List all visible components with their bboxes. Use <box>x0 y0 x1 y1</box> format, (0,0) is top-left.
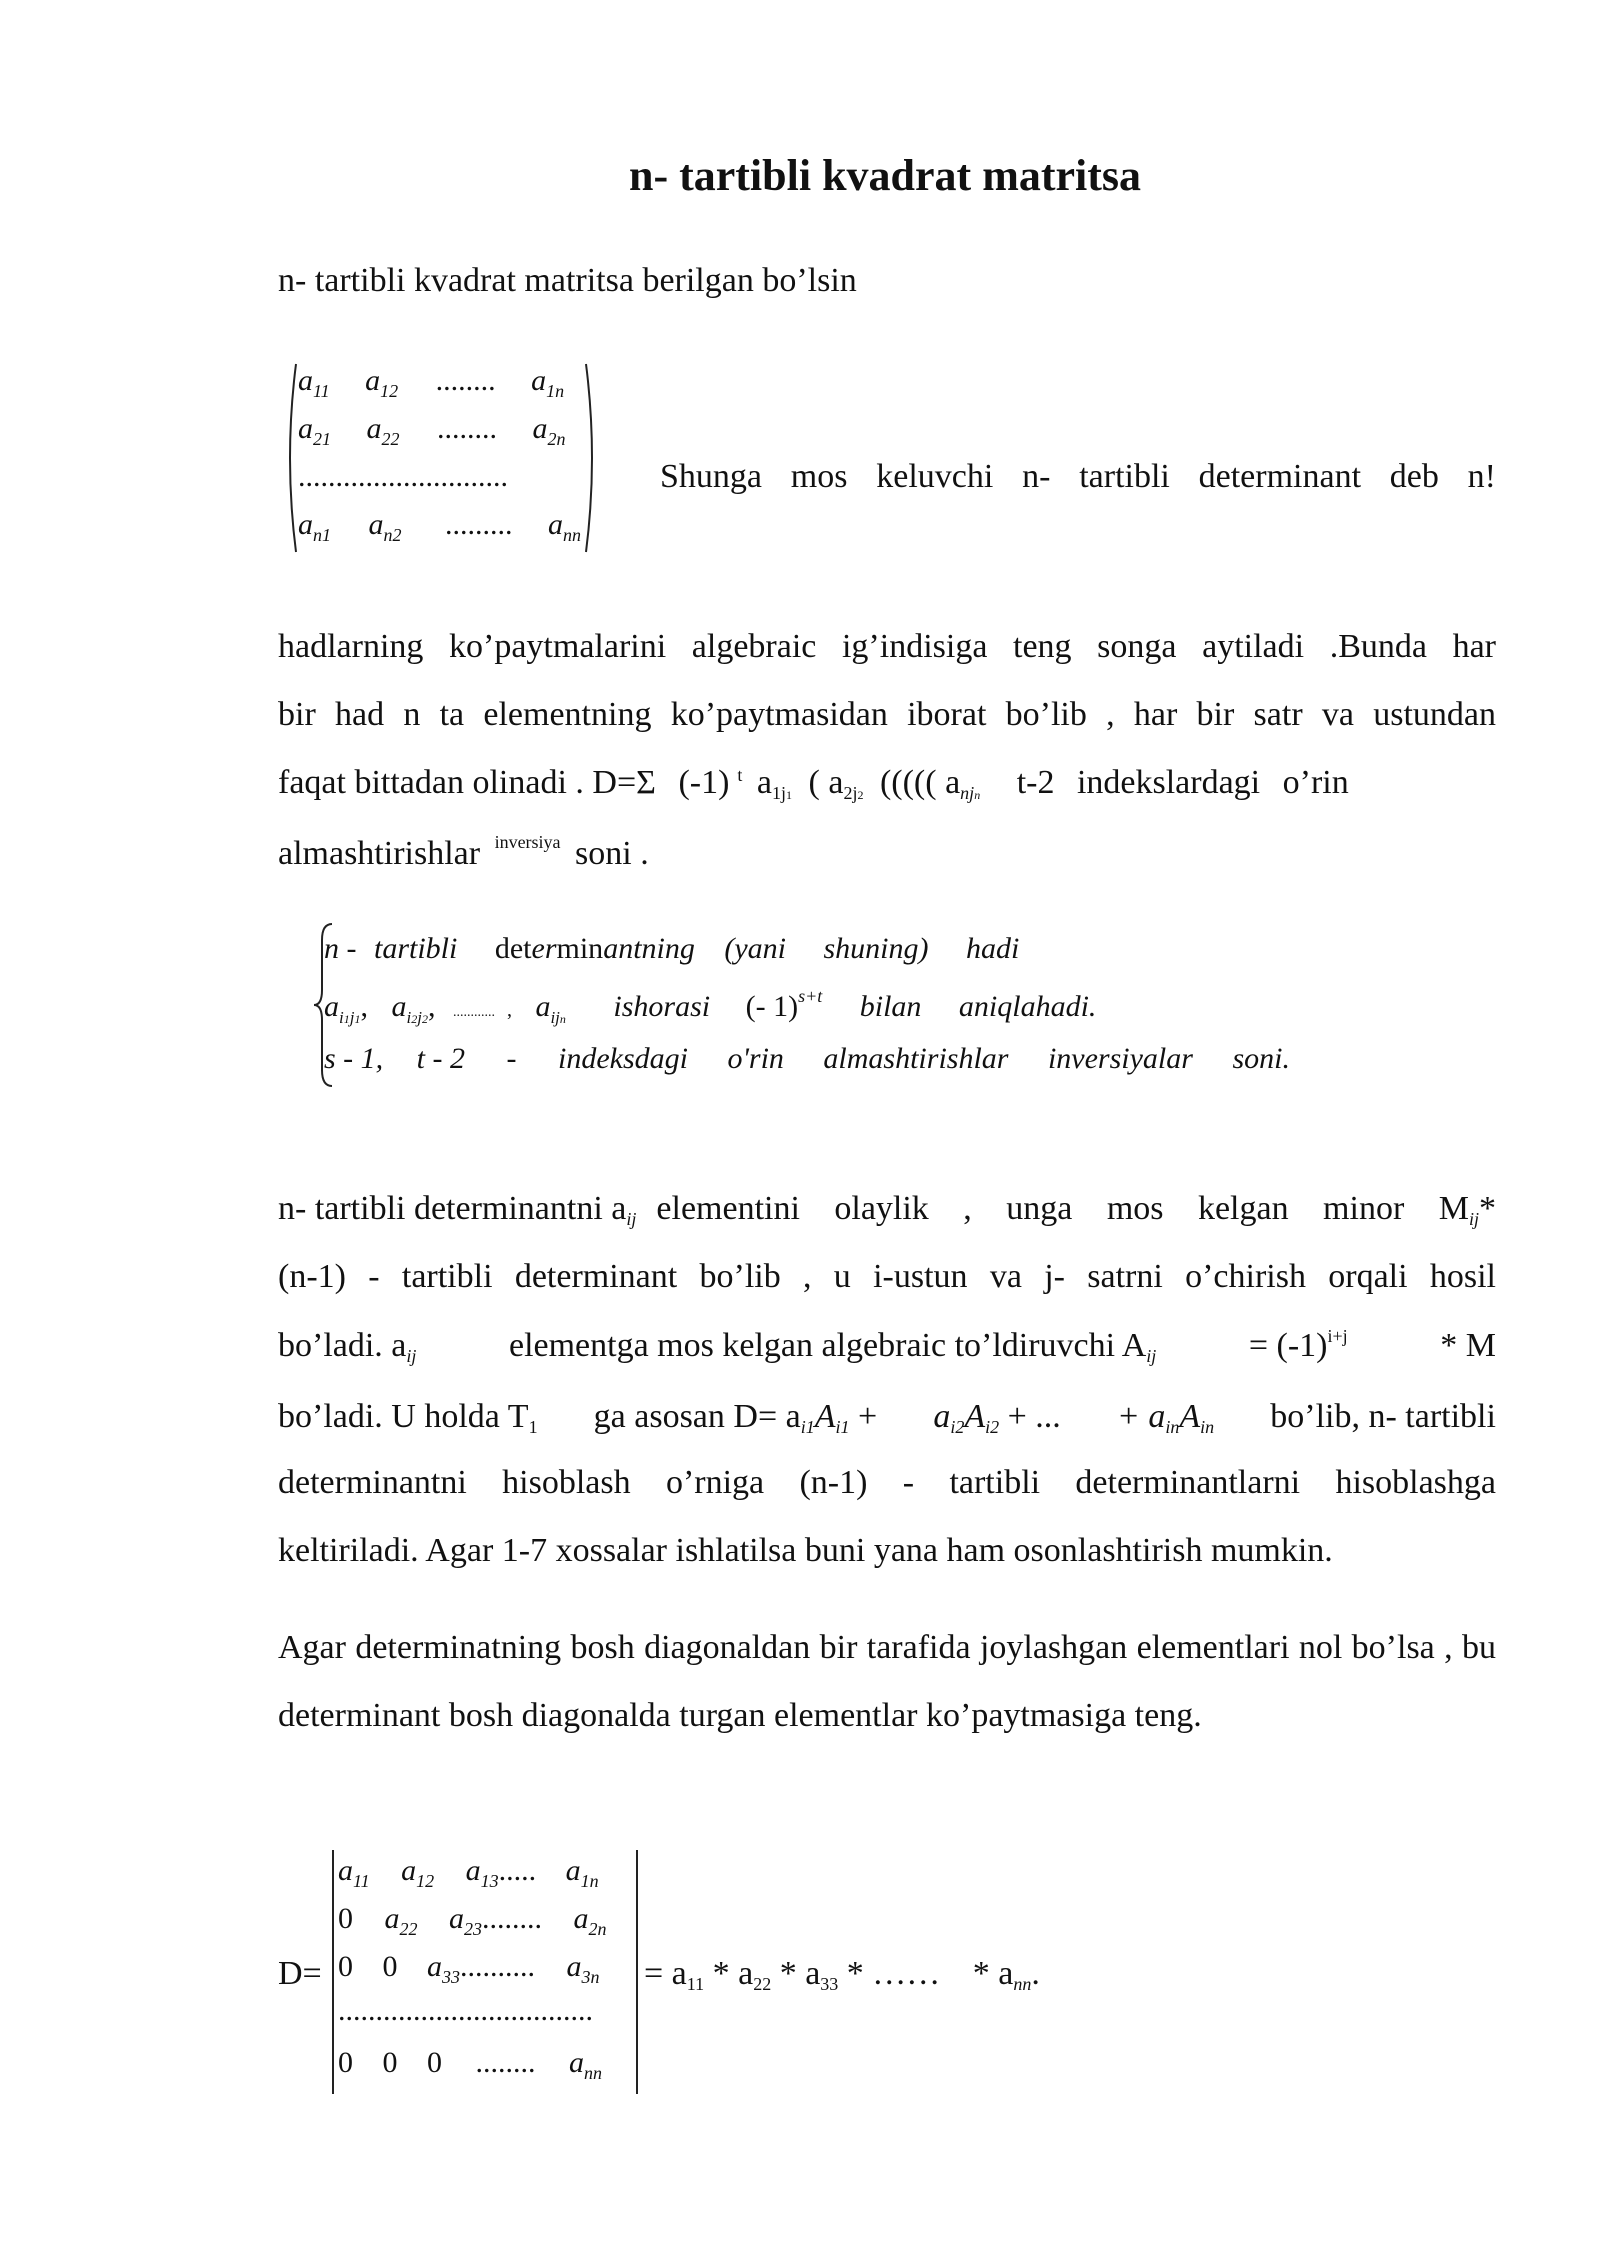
para2-line3: bo’ladi. $a_{ij}$ elementga mos kelgan algebraic to’ldiruvchi $A_{ij}$ = $(-1)^{i+j}$ * M <box>278 1326 1496 1366</box>
det-row-1: $a_{11}$ $a_{12}$ $a_{13}$..... $a_{1n}$ <box>338 1854 599 1891</box>
det-right-bar <box>636 1850 638 2094</box>
matrix-row-2: $a_{21}$ $a_{22}$ ........ $a_{2n}$ <box>298 412 566 449</box>
det-row-3: 0 0 $a_{33}$.......... $a_{3n}$ <box>338 1950 600 1987</box>
para1-line1: hadlarning ko’paytmalarini algebraic ig’indisiga teng songa aytiladi .Bunda har <box>278 628 1496 665</box>
page-title: n- tartibli kvadrat matritsa <box>628 151 1142 200</box>
matrix-row-4: $a_{n1}$ $a_{n2}$ ......... $a_{nn}$ <box>298 508 581 545</box>
matrix-row-3: ............................ <box>298 460 508 493</box>
det-row-5: 0 0 0 ........ $a_{nn}$ <box>338 2046 602 2083</box>
intro-text: n- tartibli kvadrat matritsa berilgan bo’lsin <box>278 262 857 299</box>
para2-line1: n- tartibli determinantni $a_{ij}$ elementini olaylik , unga mos kelgan minor $M_{ij}*$ <box>278 1190 1496 1229</box>
para1-line3: faqat bittadan olinadi . D=Σ (-1) $^t$ a1j1 ( a2j2 ((((( $a_{njn}$ t-2 indekslardagi o’rin <box>278 764 1349 803</box>
triangular-determinant <box>330 1850 640 2094</box>
matrix-caption: Shunga mos keluvchi n- tartibli determinant deb n! <box>660 458 1496 495</box>
brace-row-2: $a_{i1j1}$, $a_{i2j2}$, ............ , $a_{ijn}$ ishorasi (- 1)$^{s+t}$ bilan aniqlahadi. <box>324 986 1097 1027</box>
det-result: = a11 * a22 * a33 * …… * $a_{nn}$. <box>644 1955 1040 1994</box>
det-left-bar <box>332 1850 334 2094</box>
para3: Agar determinatning bosh diagonaldan bir tarafida joylashgan elementlari nol bo’lsa , bu determinant bosh diagonalda turgan elementlar ko’paytmasiga teng. <box>278 1629 1496 1734</box>
para2-line6: keltiriladi. Agar 1-7 xossalar ishlatilsa buni yana ham osonlashtirish mumkin. <box>278 1532 1333 1569</box>
para1-line2: bir had n ta elementning ko’paytmasidan iborat bo’lib , har bir satr va ustundan <box>278 696 1496 733</box>
para2-line5: determinantni hisoblash o’rniga (n-1) - tartibli determinantlarni hisoblashga <box>278 1464 1496 1501</box>
para2-line4: bo’ladi. U holda T1 ga asosan $D= a_{i1}A_{i1}$ + $a_{i2}A_{i2}$ + ... + $a_{in}A_{in}$ bo’lib, n- tartibli <box>278 1398 1496 1437</box>
sigma-symbol: Σ <box>636 764 656 801</box>
square-matrix <box>282 360 600 556</box>
para2-line2: (n-1) - tartibli determinant bo’lib , u i-ustun va j- satrni o’chirish orqali hosil <box>278 1258 1496 1295</box>
brace-row-3: s - 1, t - 2 - indeksdagi o'rin almashtirishlar inversiyalar soni. <box>324 1042 1290 1075</box>
det-prefix: D= <box>278 1955 322 1992</box>
det-row-2: 0 $a_{22}$ $a_{23}$........ $a_{2n}$ <box>338 1902 607 1939</box>
para1-line4: almashtirishlar $^{inversiya}$ soni . <box>278 832 649 872</box>
matrix-row-1: $a_{11}$ $a_{12}$ ........ $a_{1n}$ <box>298 364 565 401</box>
det-row-4: .................................. <box>338 1994 593 2027</box>
brace-system <box>312 920 1412 1090</box>
brace-row-1: n - tartibli determinantning (yani shuning) hadi <box>324 932 1020 965</box>
